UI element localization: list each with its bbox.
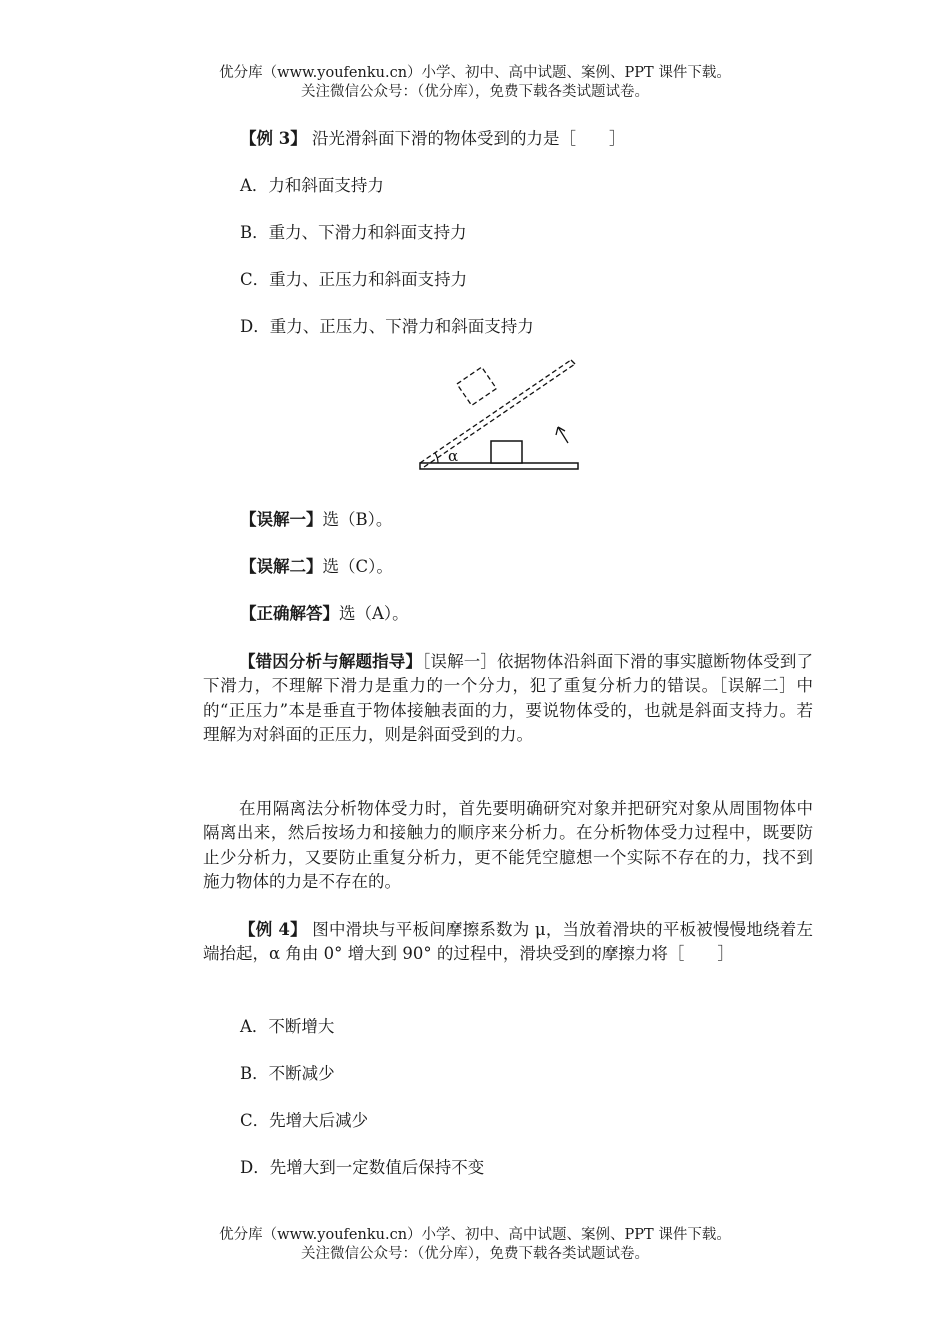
correct-answer <box>240 604 409 624</box>
wrong-answer-1-text: 选（B）。 <box>322 510 393 529</box>
header-line-1: 优分库（www.youfenku.cn）小学、初中、高中试题、案例、PPT 课件下载。 <box>219 65 731 81</box>
example3-option-d: D．重力、正压力、下滑力和斜面支持力 <box>240 317 534 336</box>
page-footer <box>0 1226 950 1264</box>
example3-option-b: B．重力、下滑力和斜面支持力 <box>240 223 467 242</box>
example4-question-text: 图中滑块与平板间摩擦系数为 μ，当放着滑块的平板被慢慢地绕着左端抬起，α 角由 0° 增大到 90° 的过程中，滑块受到的摩擦力将［ ］ <box>203 920 813 964</box>
example4-option-a: A．不断增大 <box>240 1017 335 1036</box>
example4-option-b: B．不断减少 <box>240 1064 335 1083</box>
rotation-arrow-icon <box>556 427 568 443</box>
footer-line-2: 关注微信公众号：（优分库），免费下载各类试题试卷。 <box>301 1246 649 1262</box>
block-on-incline <box>457 367 496 405</box>
example4-tag: 【例 4】 <box>239 920 307 939</box>
page-header <box>0 64 950 102</box>
example3-tag: 【例 3】 <box>240 129 307 148</box>
angle-arc <box>435 453 438 463</box>
horizontal-board <box>420 463 578 469</box>
correct-answer-tag: 【正确解答】 <box>240 604 339 623</box>
summary-paragraph: 在用隔离法分析物体受力时，首先要明确研究对象并把研究对象从周围物体中隔离出来，然后按场力和接触力的顺序来分析力。在分析物体受力过程中，既要防止少分析力，又要防止重复分析力，更不能凭空臆想一个实际不存在的力，找不到施力物体的力是不存在的。 <box>203 799 813 891</box>
example3-option-c: C．重力、正压力和斜面支持力 <box>240 270 468 289</box>
example4-question <box>203 918 813 967</box>
wrong-answer-2-text: 选（C）。 <box>322 557 393 576</box>
example3-option-a: A．力和斜面支持力 <box>240 176 384 195</box>
analysis-text: ［误解一］依据物体沿斜面下滑的事实臆断物体受到了下滑力，不理解下滑力是重力的一个分力，犯了重复分析力的错误。［误解二］中的“正压力”本是垂直于物体接触表面的力，要说物体受的，也就是斜面支持力。若理解为对斜面的正压力，则是斜面受到的力。 <box>203 652 814 744</box>
correct-answer-text: 选（A）。 <box>339 604 409 623</box>
wrong-answer-1 <box>240 510 392 530</box>
wrong-answer-1-tag: 【误解一】 <box>240 510 323 529</box>
analysis-paragraph <box>203 650 813 747</box>
example3-question <box>240 129 625 149</box>
example3-question-text: 沿光滑斜面下滑的物体受到的力是［ ］ <box>306 129 626 148</box>
angle-label: α <box>448 447 459 465</box>
analysis-tag: 【错因分析与解题指导】 <box>239 652 423 671</box>
footer-line-1: 优分库（www.youfenku.cn）小学、初中、高中试题、案例、PPT 课件下载。 <box>219 1227 731 1243</box>
wrong-answer-2-tag: 【误解二】 <box>240 557 323 576</box>
example4-option-d: D．先增大到一定数值后保持不变 <box>240 1158 485 1177</box>
block-on-board <box>491 441 522 463</box>
example4-option-c: C．先增大后减少 <box>240 1111 369 1130</box>
header-line-2: 关注微信公众号：（优分库），免费下载各类试题试卷。 <box>301 84 649 100</box>
incline-figure <box>416 355 586 480</box>
wrong-answer-2 <box>240 557 393 577</box>
